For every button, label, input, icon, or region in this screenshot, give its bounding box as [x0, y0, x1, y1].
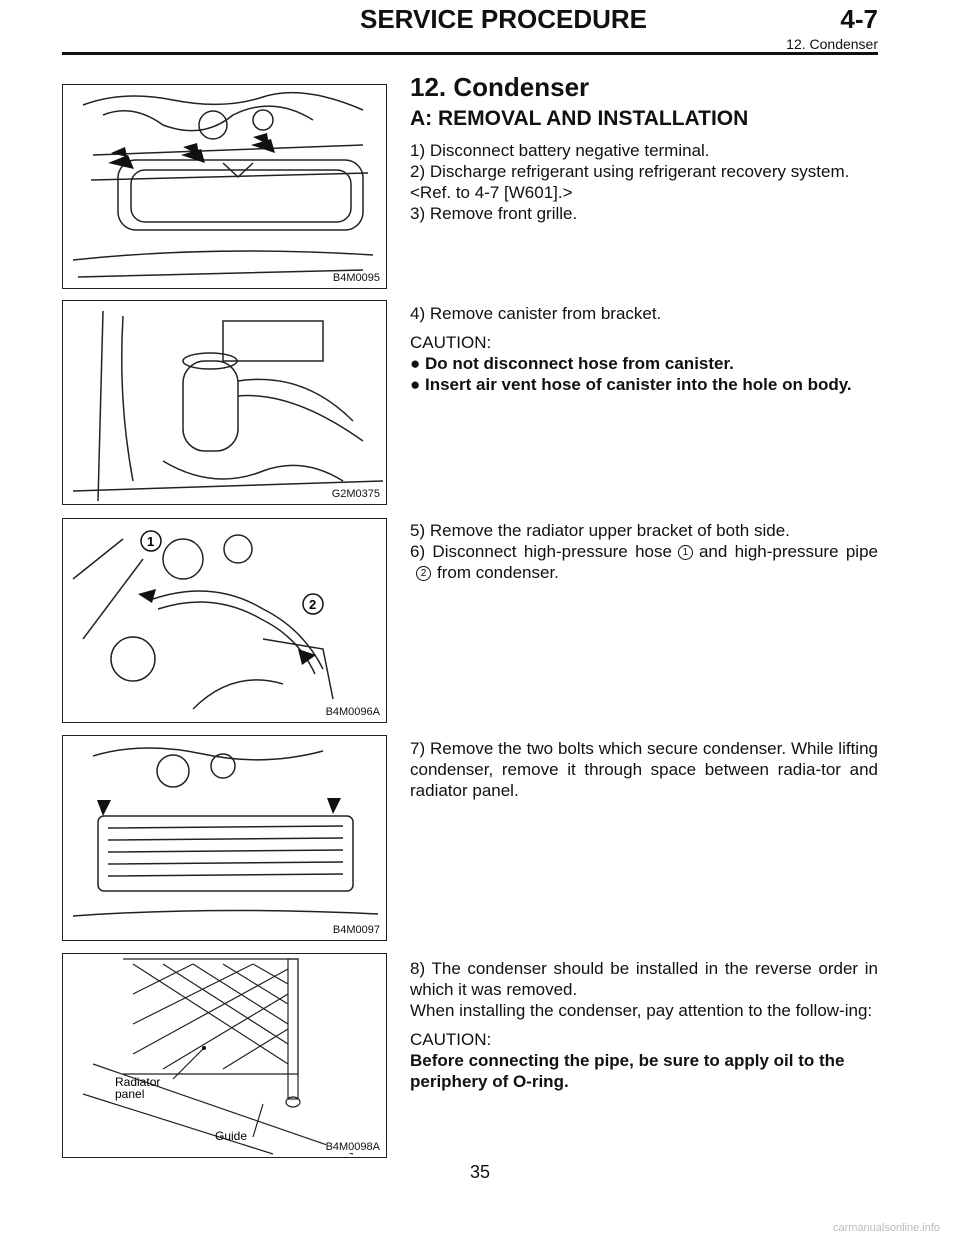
caution-item: ● Do not disconnect hose from canister.	[410, 354, 734, 373]
condenser-bolts-illustration	[63, 736, 386, 940]
step-8: 8) The condenser should be installed in the reverse order in which it was removed.	[410, 959, 878, 999]
figure-high-pressure-hose	[62, 518, 387, 723]
steps-block-4	[410, 738, 878, 809]
step-8-note: When installing the condenser, pay attention to the follow-ing:	[410, 1001, 873, 1020]
caution-item: ● Insert air vent hose of canister into the hole on body.	[410, 375, 852, 394]
header-rule	[62, 52, 878, 55]
steps-block-3	[410, 520, 878, 583]
figure-label: G2M0375	[331, 488, 380, 500]
procedure-heading: A: REMOVAL AND INSTALLATION	[410, 107, 749, 130]
section-heading: SERVICE PROCEDURE	[360, 4, 648, 34]
step-2-ref: <Ref. to 4-7 [W601].>	[410, 183, 573, 202]
steps-block-1	[410, 140, 878, 224]
high-pressure-hose-illustration	[63, 519, 386, 722]
guide-label: Guide	[215, 1129, 248, 1143]
figure-label: B4M0097	[332, 924, 380, 936]
footer-watermark: carmanualsonline.info	[832, 1222, 940, 1234]
step-6: 6) Disconnect high-pressure hose 1 and high-pressure pipe2 from condenser.	[410, 542, 878, 582]
page-number: 35	[469, 1162, 491, 1182]
step-1: 1) Disconnect battery negative terminal.	[410, 141, 710, 160]
step-7: 7) Remove the two bolts which secure condenser. While lifting condenser, remove it through space between radia-tor and radiator panel.	[410, 739, 878, 800]
step-3: 3) Remove front grille.	[410, 204, 578, 223]
canister-illustration	[63, 301, 386, 504]
condenser-guide-illustration	[63, 954, 386, 1157]
callout-2: 2	[309, 597, 317, 612]
figure-label: B4M0095	[332, 272, 380, 284]
caution-heading: CAUTION:	[410, 333, 492, 352]
figure-front-grille	[62, 84, 387, 289]
steps-block-5	[410, 958, 878, 1092]
section-number: 4-7	[840, 4, 878, 34]
step-4: 4) Remove canister from bracket.	[410, 304, 662, 323]
page-title: 12. Condenser	[410, 72, 590, 102]
radiator-label: Radiator	[115, 1075, 161, 1089]
caution-text: Before connecting the pipe, be sure to apply oil to the periphery of O-ring.	[410, 1051, 845, 1091]
figure-condenser-guide	[62, 953, 387, 1158]
figure-canister	[62, 300, 387, 505]
step-2: 2) Discharge refrigerant using refrigerant recovery system.	[410, 162, 850, 181]
figure-condenser-bolts	[62, 735, 387, 941]
steps-block-2	[410, 303, 878, 395]
front-grille-illustration	[63, 85, 386, 288]
section-subtitle: 12. Condenser	[786, 36, 878, 52]
panel-label: panel	[115, 1087, 145, 1101]
callout-1: 1	[147, 534, 155, 549]
figure-label: B4M0096A	[325, 706, 380, 718]
callout-ref-2: 2	[416, 566, 431, 581]
callout-ref-1: 1	[678, 545, 693, 560]
figure-label: B4M0098A	[325, 1141, 380, 1153]
caution-heading: CAUTION:	[410, 1030, 492, 1049]
step-5: 5) Remove the radiator upper bracket of both side.	[410, 521, 790, 540]
